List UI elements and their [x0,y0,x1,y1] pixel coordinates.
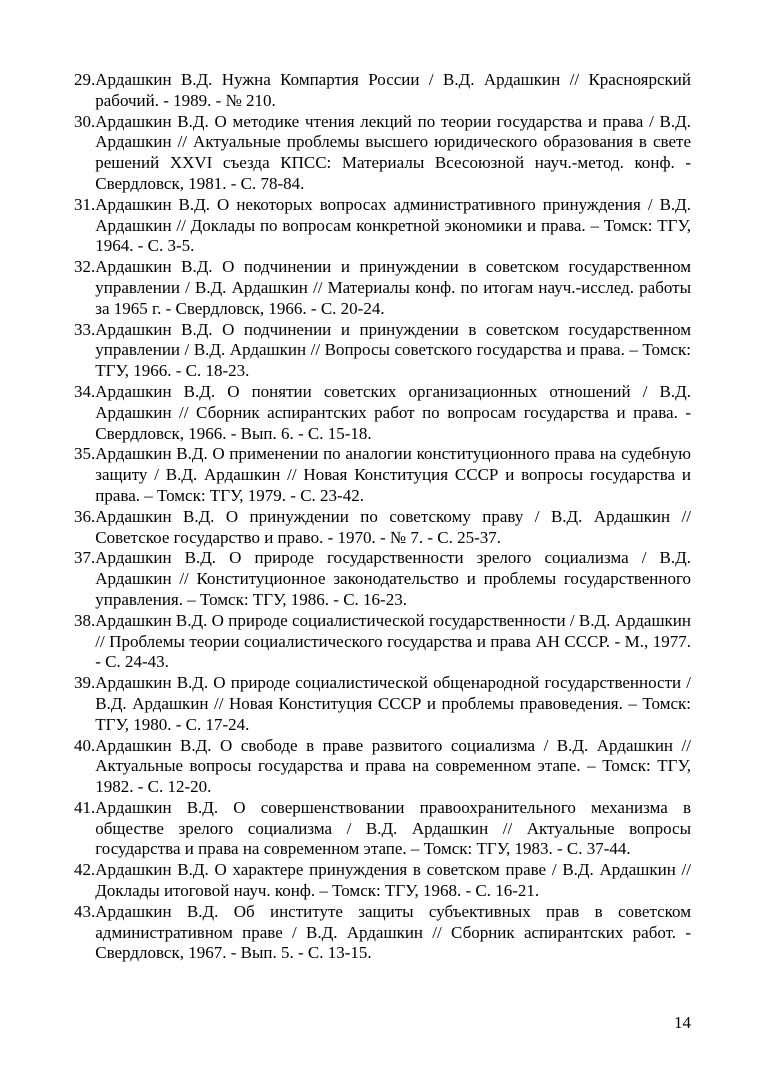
entry-text: Ардашкин В.Д. О подчинении и принуждении в советском государственном управлении / В.Д. Ардашкин // Материалы конф. по итогам науч.-исслед. работы за 1965 г. - Свердловск, 1966. - С. 20-24. [95,257,691,318]
entry-number: 42. [74,860,96,880]
entry-number: 37. [74,548,96,568]
entry-text: Ардашкин В.Д. О применении по аналогии конституционного права на судебную защиту / В.Д. Ардашкин // Новая Конституция СССР и вопросы государства и права. – Томск: ТГУ, 1979. - С. 23-42. [95,444,691,505]
entry-text: Ардашкин В.Д. О природе социалистической государственности / В.Д. Ардашкин // Проблемы теории социалистического государства и права АН СССР. - М., 1977. - С. 24-43. [95,610,691,672]
entry-number: 43. [74,901,96,921]
list-item [74,673,691,735]
entry-number: 39. [74,673,96,693]
entry-number: 41. [74,797,96,817]
entry-number: 38. [74,610,96,630]
entry-number: 36. [74,506,96,526]
bibliography-list [74,70,691,964]
list-item [74,611,691,673]
list-item [74,444,691,506]
list-item [74,257,691,319]
list-item [74,902,691,964]
entry-text: Ардашкин В.Д. О характере принуждения в советском праве / В.Д. Ардашкин // Доклады итоговой науч. конф. – Томск: ТГУ, 1968. - С. 16-21. [95,860,691,901]
page-number: 14 [674,1013,691,1032]
entry-number: 34. [74,381,96,401]
entry-text: Ардашкин В.Д. О природе социалистической общенародной государственности / В.Д. Ардашкин // Новая Конституция СССР и проблемы правоведения. – Томск: ТГУ, 1980. - С. 17-24. [95,673,691,734]
entry-text: Ардашкин В.Д. Об институте защиты субъективных прав в советском административном праве / В.Д. Ардашкин // Сборник аспирантских работ. - Свердловск, 1967. - Вып. 5. - С. 13-15. [95,901,691,963]
entry-text: Ардашкин В.Д. О понятии советских организационных отношений / В.Д. Ардашкин // Сборник аспирантских работ по вопросам государства и права. - Свердловск, 1966. - Вып. 6. - С. 15-18. [95,381,691,443]
entry-text: Ардашкин В.Д. О совершенствовании правоохранительного механизма в обществе зрелого социализма / В.Д. Ардашкин // Актуальные вопросы государства и права на современном этапе. – Томск: ТГУ, 1983. - С. 37-44. [95,797,691,859]
entry-number: 40. [74,735,96,755]
entry-text: Ардашкин В.Д. О подчинении и принуждении в советском государственном управлении / В.Д. Ардашкин // Вопросы советского государства и права. – Томск: ТГУ, 1966. - С. 18-23. [95,319,691,381]
list-item [74,320,691,382]
entry-number: 35. [74,444,96,464]
list-item [74,798,691,860]
list-item [74,736,691,798]
list-item [74,860,691,902]
list-item [74,382,691,444]
entry-number: 32. [74,257,96,277]
entry-number: 29. [74,70,96,89]
list-item [74,195,691,257]
document-page [74,70,691,964]
entry-number: 30. [74,111,96,131]
entry-text: Ардашкин В.Д. О методике чтения лекций по теории государства и права / В.Д. Ардашкин // Актуальные проблемы высшего юридического образования в свете решений XXVI съезда КПСС: Материалы Всесоюзной науч.-метод. конф. - Свердловск, 1981. - С. 78-84. [95,111,691,193]
list-item [74,112,691,195]
list-item [74,548,691,610]
list-item [74,70,691,112]
entry-text: Ардашкин В.Д. Нужна Компартия России / В.Д. Ардашкин // Красноярский рабочий. - 1989. - № 210. [95,70,691,110]
entry-number: 33. [74,319,96,339]
entry-text: Ардашкин В.Д. О некоторых вопросах административного принуждения / В.Д. Ардашкин // Доклады по вопросам конкретной экономики и права. – Томск: ТГУ, 1964. - С. 3-5. [95,194,691,256]
entry-text: Ардашкин В.Д. О природе государственности зрелого социализма / В.Д. Ардашкин // Конституционное законодательство и проблемы государственного управления. – Томск: ТГУ, 1986. - С. 16-23. [95,548,691,609]
entry-text: Ардашкин В.Д. О свободе в праве развитого социализма / В.Д. Ардашкин // Актуальные вопросы государства и права на современном этапе. – Томск: ТГУ, 1982. - С. 12-20. [95,735,691,797]
entry-text: Ардашкин В.Д. О принуждении по советскому праву / В.Д. Ардашкин // Советское государство и право. - 1970. - № 7. - С. 25-37. [95,506,691,547]
entry-number: 31. [74,194,96,214]
list-item [74,507,691,549]
